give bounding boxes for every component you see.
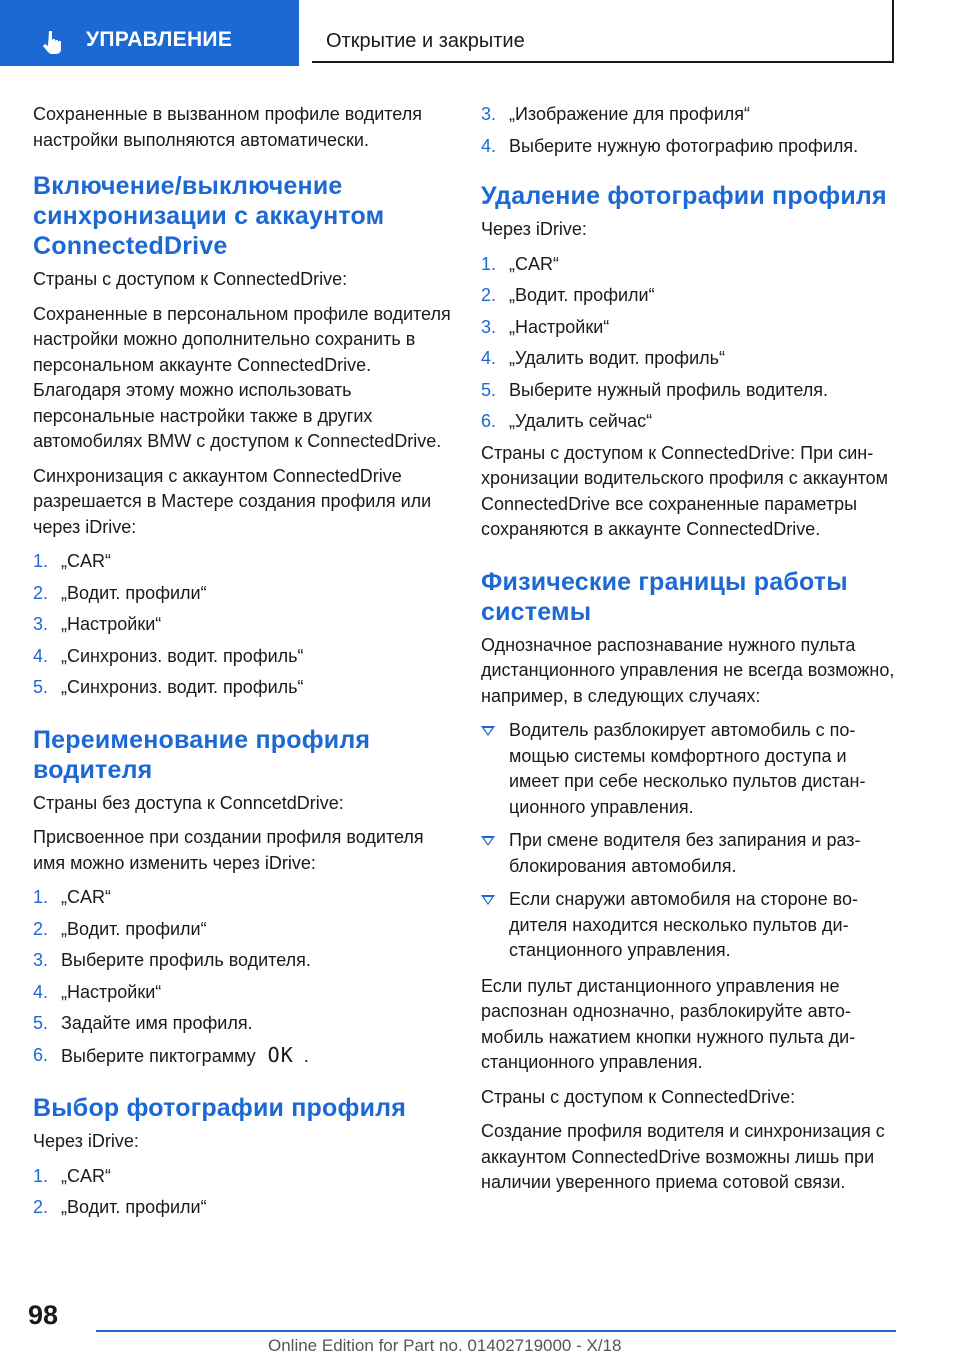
delete-sync-note: Страны с доступом к ConnectedDrive: При синхронизации водительского профиля с аккаунтом ConnectedDrive все сохраненные параметры сохраняются в аккаунте ConnectedDrive. (481, 442, 889, 539)
list-item: 4. „Удалить водит. профиль“ (481, 348, 726, 368)
sync-countries: Страны с доступом к ConnectedDrive: (33, 269, 348, 289)
list-item: 1. „CAR“ (33, 1165, 111, 1186)
heading-limits: Физические границы работы системы (481, 567, 848, 626)
footer-divider (96, 1330, 896, 1332)
list-item: 3. „Настройки“ (33, 614, 162, 634)
list-item: 5. „Синхрониз. водит. профиль“ (33, 677, 304, 697)
triangle-bullet-icon (481, 836, 495, 846)
section-box (312, 0, 894, 63)
list-item: 3. Выберите профиль водителя. (33, 950, 311, 970)
heading-rename: Переименование профиля водителя (33, 725, 371, 784)
heading-delete-photo: Удаление фотографии профиля (481, 182, 887, 210)
limits-connectivity: Создание профиля водителя и синхронизация с аккаунтом ConnectedDrive возможны лишь при наличии уверенного приема сотовой связи. (481, 1121, 885, 1192)
limits-intro: Однозначное распознавание нужного пульта дистанционного управления не всегда возможно, например, в следующих случаях: (481, 634, 895, 706)
intro-paragraph: Сохраненные в вызванном профиле водителя настройки выполняются автоматически. (33, 104, 422, 150)
list-item: 4. „Синхрониз. водит. профиль“ (33, 645, 304, 666)
rename-steps (33, 885, 453, 1069)
triangle-bullet-icon (481, 726, 495, 736)
rename-countries: Страны без доступа к ConncetdDrive: (33, 792, 344, 813)
list-item: Водитель разблокирует автомобиль с помощью системы комфортного доступа и имеет при себе несколько пультов дистанционного управления. (481, 718, 901, 820)
delete-steps (481, 252, 901, 435)
left-column (33, 102, 453, 1227)
list-item: 2. „Водит. профили“ (33, 1197, 207, 1217)
ok-icon: OK (267, 1042, 294, 1067)
list-item: Если снаружи автомобиля на стороне водителя находится несколько пультов дистанционного управления. (481, 887, 901, 964)
photo-idrive: Через iDrive: (33, 1131, 139, 1151)
heading-photo: Выбор фотографии профиля (33, 1094, 407, 1122)
limits-countries: Страны с доступом к ConnectedDrive: (481, 1086, 796, 1107)
photo-steps-continued (481, 102, 901, 159)
list-item: 5. Задайте имя профиля. (33, 1013, 253, 1033)
list-item: 1. „CAR“ (33, 551, 111, 571)
limits-remedy: Если пульт дистанционного управления не распознан однозначно, разблокируйте автомобиль нажатием кнопки нужного пульта дистанционного управления. (481, 975, 856, 1072)
photo-steps (33, 1164, 453, 1221)
list-item: При смене водителя без запирания и разблокирования автомобиля. (481, 828, 901, 879)
chapter-label: УПРАВЛЕНИЕ (86, 28, 233, 51)
footer-edition: Online Edition for Part no. 01402719000 - X/18 (268, 1336, 622, 1355)
section-title: Открытие и закрытие (326, 30, 525, 52)
page-number: 98 (28, 1300, 59, 1330)
list-item: 4. Выберите нужную фотографию профиля. (481, 135, 859, 156)
sync-idrive: Синхронизация с аккаунтом ConnectedDrive разрешается в Мастере создания профиля или через iDrive: (33, 465, 432, 537)
sync-description: Сохраненные в персональном профиле водителя настройки можно дополнительно сохранить в персональном аккаунте ConnectedDrive. Благодаря этому можно использовать персональные настройки также в других автомобилях BMW с доступом к ConnectedDrive. (33, 303, 451, 451)
list-item: 4. „Настройки“ (33, 981, 162, 1002)
list-item: 6. Выберите пиктограмму OK . (33, 1042, 309, 1067)
list-item: 3. „Изображение для профиля“ (481, 104, 751, 124)
list-item: 5. Выберите нужный профиль водителя. (481, 379, 829, 400)
rename-description: Присвоенное при создании профиля водителя имя можно изменить через iDrive: (33, 827, 424, 873)
list-item: 1. „CAR“ (481, 253, 559, 274)
list-item: 6. „Удалить сейчас“ (481, 411, 653, 431)
hand-pointer-icon (40, 28, 66, 54)
list-item: 1. „CAR“ (33, 887, 111, 907)
triangle-bullet-icon (481, 895, 495, 905)
list-item: 2. „Водит. профили“ (33, 918, 207, 939)
list-item: 2. „Водит. профили“ (481, 285, 655, 305)
chapter-tab (0, 0, 299, 66)
right-column (481, 102, 901, 1205)
page-header (0, 0, 960, 66)
list-item: 2. „Водит. профили“ (33, 582, 207, 603)
heading-sync: Включение/выключение синхронизации с аккаунтом ConnectedDrive (33, 172, 385, 260)
delete-idrive: Через iDrive: (481, 219, 587, 239)
sync-steps (33, 549, 453, 701)
limits-bullets (481, 718, 901, 964)
list-item: 3. „Настройки“ (481, 316, 610, 337)
